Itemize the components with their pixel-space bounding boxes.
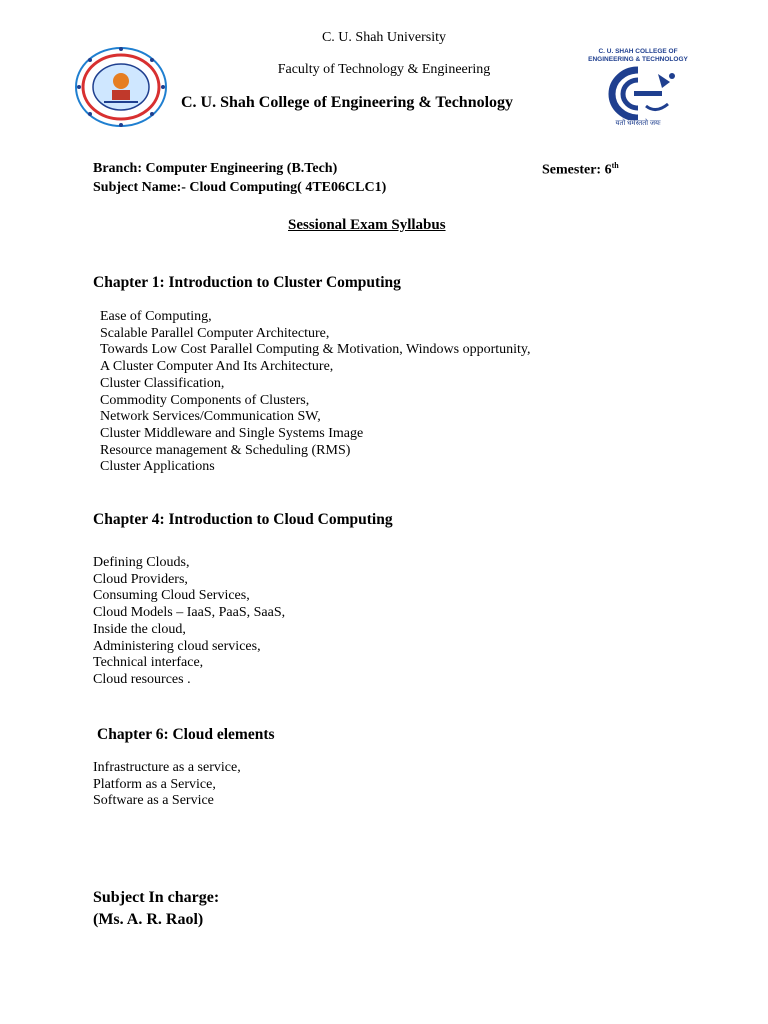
university-logo — [74, 46, 168, 128]
chapter-4-topics — [93, 555, 285, 689]
chapter-6-topics — [93, 760, 241, 810]
list-item: Resource management & Scheduling (RMS) — [100, 442, 351, 458]
college-logo-text-2: ENGINEERING & TECHNOLOGY — [588, 56, 688, 63]
chapter-6-title: Chapter 6: Cloud elements — [97, 726, 275, 743]
list-item: Cloud Models – IaaS, PaaS, SaaS, — [93, 605, 286, 621]
list-item: Software as a Service — [93, 793, 214, 809]
incharge-label: Subject In charge: — [93, 889, 220, 906]
college-emblem-icon — [586, 64, 690, 120]
subject-incharge — [93, 887, 219, 931]
chapter-1-title: Chapter 1: Introduction to Cluster Computing — [93, 274, 401, 291]
university-name: C. U. Shah University — [321, 30, 447, 45]
list-item: Technical interface, — [93, 655, 204, 671]
list-item: Network Services/Communication SW, — [100, 409, 321, 425]
semester-text: Semester: 6 — [542, 162, 612, 178]
list-item: Commodity Components of Clusters, — [100, 392, 310, 408]
chapter-4-title: Chapter 4: Introduction to Cloud Computing — [93, 511, 393, 528]
university-seal-icon — [74, 46, 168, 128]
syllabus-title: Sessional Exam Syllabus — [288, 217, 446, 233]
college-logo-motto: यतो धर्मस्ततो जयः — [615, 119, 661, 127]
list-item: Cluster Middleware and Single Systems Image — [100, 425, 364, 441]
semester-superscript: th — [611, 161, 619, 170]
chapter-1-topics — [100, 309, 531, 476]
incharge-name: (Ms. A. R. Raol) — [93, 911, 204, 928]
list-item: Cluster Applications — [100, 459, 215, 475]
list-item: Scalable Parallel Computer Architecture, — [100, 325, 330, 341]
list-item: Administering cloud services, — [93, 638, 261, 654]
list-item: Cloud Providers, — [93, 571, 188, 587]
list-item: Cluster Classification, — [100, 375, 225, 391]
list-item: Towards Low Cost Parallel Computing & Motivation, Windows opportunity, — [100, 342, 531, 358]
college-name: C. U. Shah College of Engineering & Technology — [181, 94, 514, 111]
list-item: Cloud resources . — [93, 671, 191, 687]
subject-line: Subject Name:- Cloud Computing( 4TE06CLC1) — [93, 180, 387, 195]
list-item: Infrastructure as a service, — [93, 760, 241, 775]
faculty-name: Faculty of Technology & Engineering — [277, 62, 491, 77]
branch-line: Branch: Computer Engineering (B.Tech) — [93, 161, 338, 176]
college-logo — [586, 48, 690, 130]
list-item: Platform as a Service, — [93, 776, 216, 792]
semester-line — [542, 161, 619, 179]
list-item: Consuming Cloud Services, — [93, 588, 250, 604]
list-item: Defining Clouds, — [93, 555, 190, 570]
list-item: Ease of Computing, — [100, 309, 212, 324]
list-item: A Cluster Computer And Its Architecture, — [100, 359, 334, 375]
college-logo-text-1: C. U. SHAH COLLEGE OF — [598, 48, 678, 55]
list-item: Inside the cloud, — [93, 621, 186, 637]
